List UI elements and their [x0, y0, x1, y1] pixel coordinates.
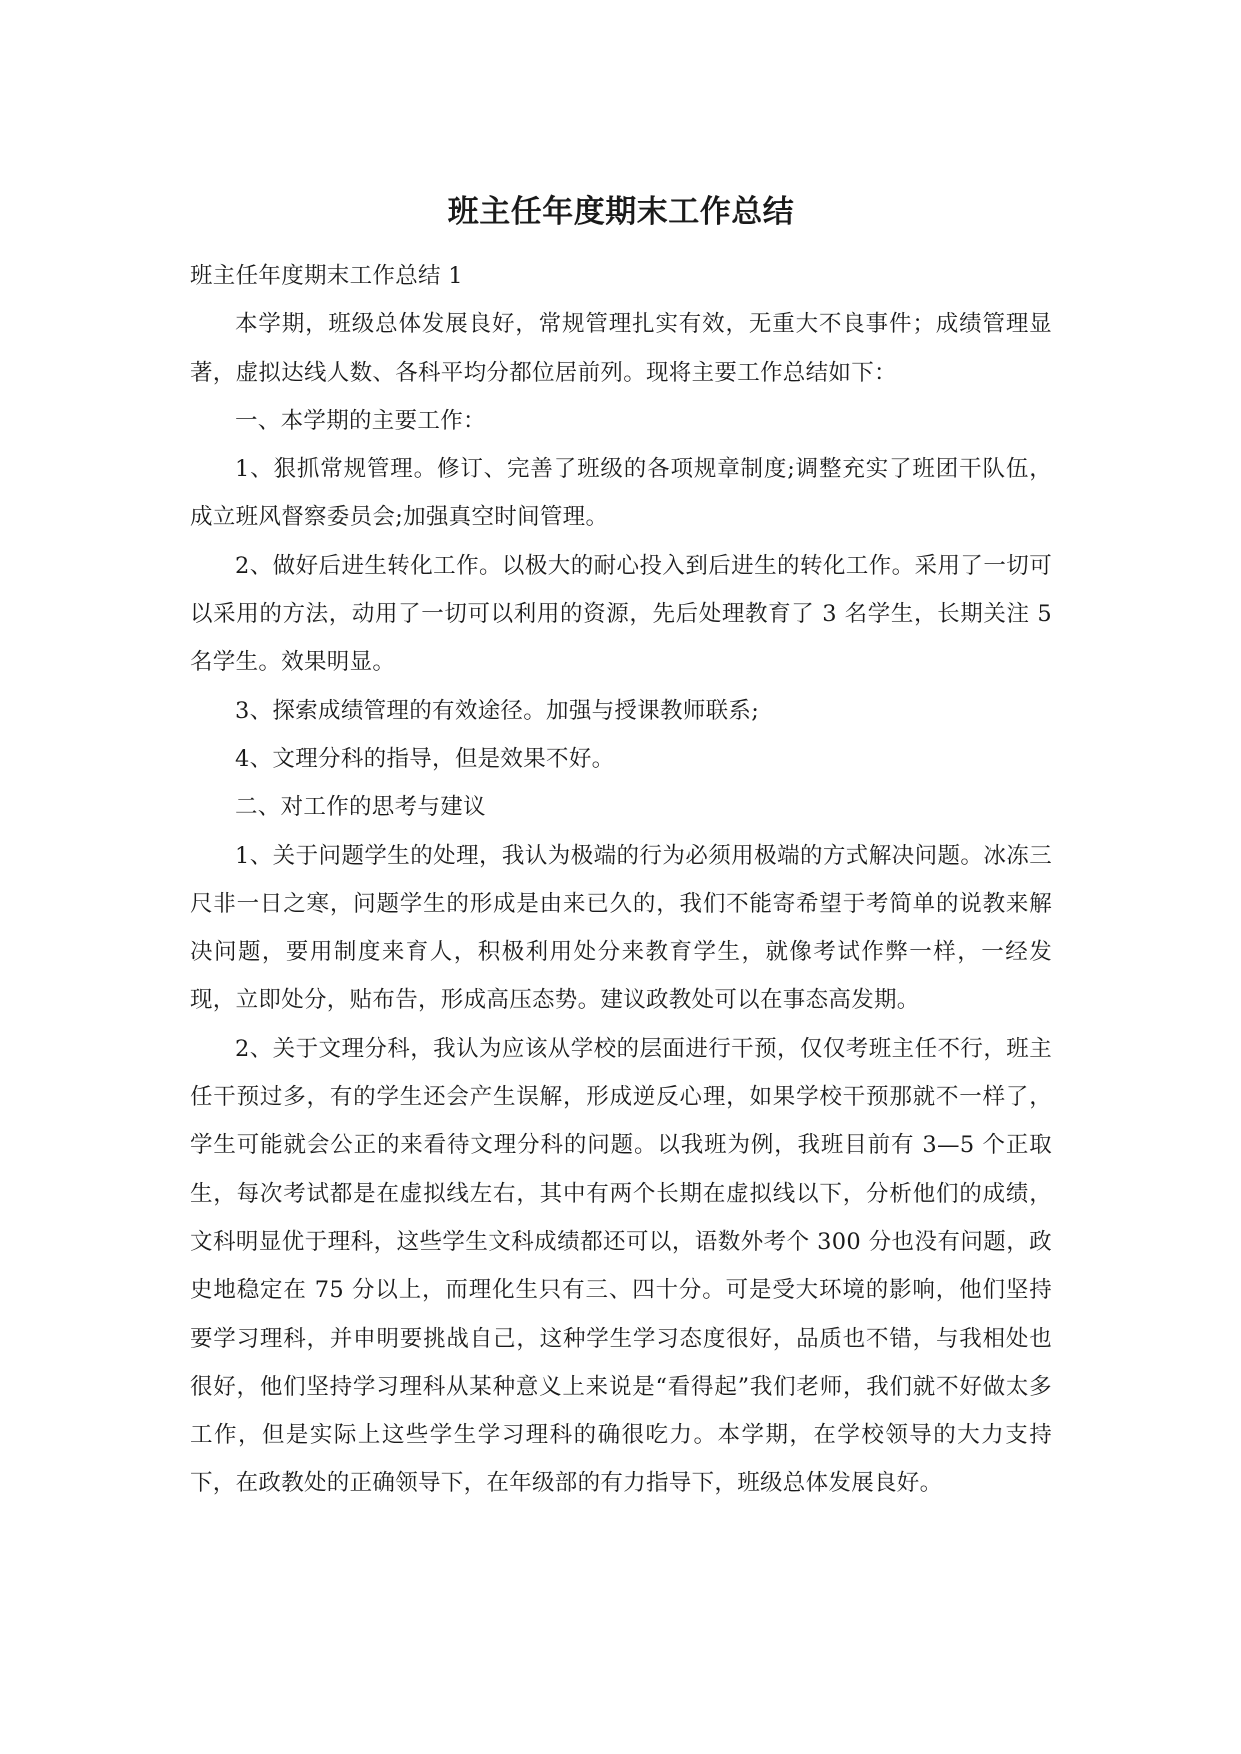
document-title: 班主任年度期末工作总结 — [447, 194, 795, 230]
document-body — [190, 252, 1052, 1508]
paragraph-item-1: 1、狠抓常规管理。修订、完善了班级的各项规章制度;调整充实了班团干队伍，成立班风督察委员会;加强真空时间管理。 — [190, 456, 1052, 531]
paragraph-item-3: 3、探索成绩管理的有效途径。加强与授课教师联系; — [235, 697, 760, 724]
heading-main-work: 一、本学期的主要工作： — [235, 407, 486, 434]
paragraph-item-2: 2、做好后进生转化工作。以极大的耐心投入到后进生的转化工作。采用了一切可以采用的方法，动用了一切可以利用的资源，先后处理教育了 3 名学生，长期关注 5 名学生。效果明显。 — [190, 552, 1052, 676]
heading-reflection: 二、对工作的思考与建议 — [235, 794, 486, 821]
paragraph-suggestion-2: 2、关于文理分科，我认为应该从学校的层面进行干预，仅仅考班主任不行，班主任干预过多，有的学生还会产生误解，形成逆反心理，如果学校干预那就不一样了，学生可能就会公正的来看待文理分科的问题。以我班为例，我班目前有 3—5 个正取生，每次考试都是在虚拟线左右，其中有两个长期在虚拟线以下，分析他们的成绩，文科明显优于理科，这些学生文科成绩都还可以，语数外考个 300 分也没有问题，政史地稳定在 75 分以上，而理化生只有三、四十分。可是受大环境的影响，他们坚持要学习理科，并申明要挑战自己，这种学生学习态度很好，品质也不错，与我相处也很好，他们坚持学习理科从某种意义上来说是“看得起”我们老师，我们就不好做太多工作，但是实际上这些学生学习理科的确很吃力。本学期，在学校领导的大力支持下，在政教处的正确领导下，在年级部的有力指导下，班级总体发展良好。 — [190, 1035, 1052, 1497]
paragraph-item-4: 4、文理分科的指导，但是效果不好。 — [235, 745, 615, 772]
paragraph-intro: 本学期，班级总体发展良好，常规管理扎实有效，无重大不良事件；成绩管理显著，虚拟达线人数、各科平均分都位居前列。现将主要工作总结如下： — [190, 311, 1052, 386]
section-heading: 班主任年度期末工作总结 1 — [190, 263, 463, 289]
paragraph-suggestion-1: 1、关于问题学生的处理，我认为极端的行为必须用极端的方式解决问题。冰冻三尺非一日之寒，问题学生的形成是由来已久的，我们不能寄希望于考简单的说教来解决问题，要用制度来育人，积极利用处分来教育学生，就像考试作弊一样，一经发现，立即处分，贴布告，形成高压态势。建议政教处可以在事态高发期。 — [190, 842, 1052, 1014]
